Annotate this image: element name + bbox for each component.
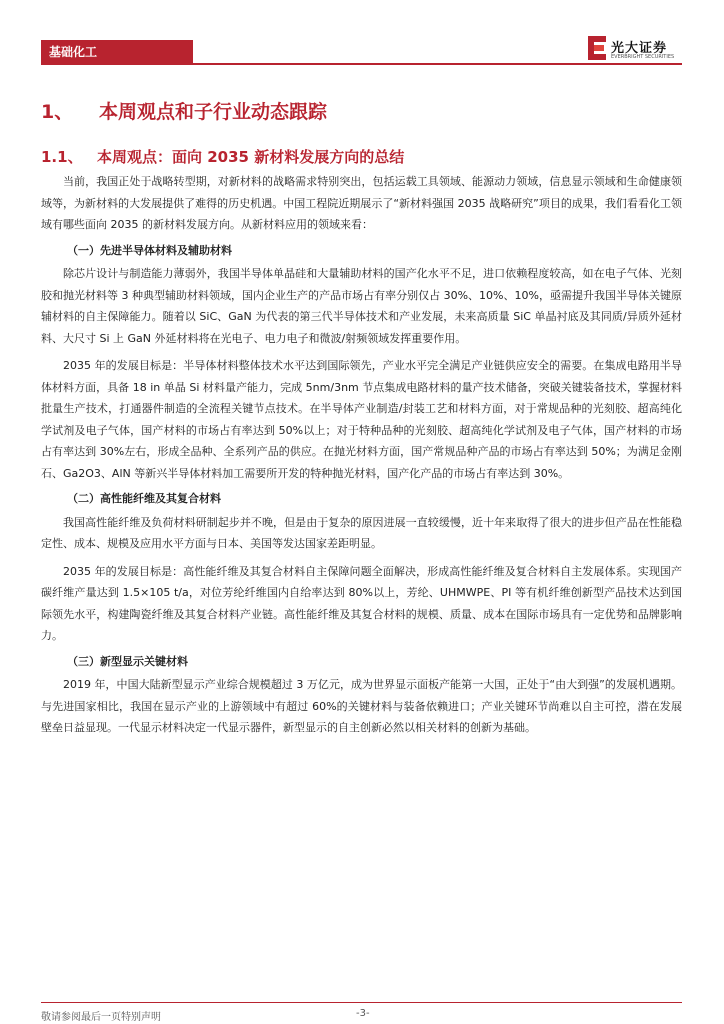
footer-disclaimer: 敬请参阅最后一页特别声明 (41, 1012, 161, 1023)
brand-logo (588, 36, 688, 62)
heading-1-title: 本周观点和子行业动态跟踪 (99, 101, 328, 123)
semiconductor-paragraph-2: 2035 年的发展目标是：半导体材料整体技术水平达到国际领先，产业水平完全满足产业链供应安全的需要。在集成电路用半导体材料方面，具备 18 in 单晶 Si 材料量产能力，完成 5nm/3nm 节点集成电路材料的量产技术储备，突破关键装备技术，掌握材料批量生产技术，打通器件制造的全流程关键节点技术。在半导体产业制造/封装工艺和材料方面，对于常规品种的光刻胶、超高纯化学试剂及电子气体，国产材料的市场占有率达到 50%以上；对于特种品种的光刻胶、超高纯化学试剂及电子气体，国产材料的市场占有率达到 30%左右，形成全品种、全系列产品的供应。在抛光材料方面，国产常规品种产品的市场占有率达到 50%；为满足金刚石、Ga2O3、AlN 等新兴半导体材料加工需要所开发的特种抛光材料，国产化产品的市场占有率达到 30%。 (41, 359, 682, 480)
brand-mark-icon (588, 36, 606, 60)
heading-2-number: 1.1、 (41, 148, 83, 166)
subheading-fiber: （二）高性能纤维及其复合材料 (67, 492, 221, 505)
body-text (41, 171, 682, 739)
subheading-display: （三）新型显示关键材料 (67, 654, 188, 668)
intro-paragraph: 当前，我国正处于战略转型期，对新材料的战略需求特别突出，包括运载工具领域、能源动力领域，信息显示领域和生命健康领域等，为新材料的大发展提供了难得的历史机遇。中国工程院近期展示了“新材料强国 2035 战略研究”项目的成果，我们看看化工领域有哪些面向 2035 的新材料发展方向。从新材料应用的领域来看： (41, 175, 682, 231)
display-paragraph-1: 2019 年，中国大陆新型显示产业综合规模超过 3 万亿元，成为世界显示面板产能第一大国，正处于“由大到强”的发展机遇期。与先进国家相比，我国在显示产业的上游领域中有超过 60%的关键材料与装备依赖进口；产业关键环节尚难以自主可控，潜在发展壁垒日益显现。一代显示材料决定一代显示器件，新型显示的自主创新必然以相关材料的创新为基础。 (41, 678, 682, 734)
footer-rule (41, 1002, 682, 1003)
heading-level-2 (41, 146, 682, 167)
semiconductor-paragraph-1: 除芯片设计与制造能力薄弱外，我国半导体单晶硅和大量辅助材料的国产化水平不足，进口依赖程度较高，如在电子气体、光刻胶和抛光材料等 3 种典型辅助材料领域，国内企业生产的产品市场占有率分别仅占 30%、10%、10%，亟需提升我国半导体关键原辅材料的自主保障能力。随着以 SiC、GaN 为代表的第三代半导体技术和产业发展，未来高质量 SiC 单晶衬底及其同质/异质外延材料、大尺寸 Si 上 GaN 外延材料将在光电子、电力电子和微波/射频领域发挥重要作用。 (41, 267, 682, 345)
fiber-paragraph-1: 我国高性能纤维及负荷材料研制起步并不晚，但是由于复杂的原因进展一直较缓慢，近十年来取得了很大的进步但产品在性能稳定性、成本、规模及应用水平方面与日本、美国等发达国家差距明显。 (41, 515, 682, 550)
brand-name-en: EVERBRIGHT SECURITIES (611, 54, 675, 60)
heading-level-1 (41, 97, 682, 124)
header-rule (41, 63, 682, 65)
subheading-semiconductor: （一）先进半导体材料及辅助材料 (67, 243, 232, 257)
brand-name: 光大证券 (611, 41, 668, 56)
section-tag: 基础化工 (41, 40, 193, 64)
page-number: -3- (356, 1008, 370, 1019)
heading-1-number: 1、 (41, 101, 74, 123)
heading-2-title: 本周观点：面向 2035 新材料发展方向的总结 (97, 148, 405, 166)
fiber-paragraph-2: 2035 年的发展目标是：高性能纤维及其复合材料自主保障问题全面解决，形成高性能纤维及复合材料自主发展体系。实现国产碳纤维产量达到 1.5×105 t/a，对位芳纶纤维国内自给率达到 80%以上，芳纶、UHMWPE、PI 等有机纤维创新型产品技术达到国际领先水平，构建陶瓷纤维及其复合材料产业链。高性能纤维及其复合材料的规模、质量、成本在国际市场具有一定优势和品牌影响力。 (41, 564, 682, 642)
